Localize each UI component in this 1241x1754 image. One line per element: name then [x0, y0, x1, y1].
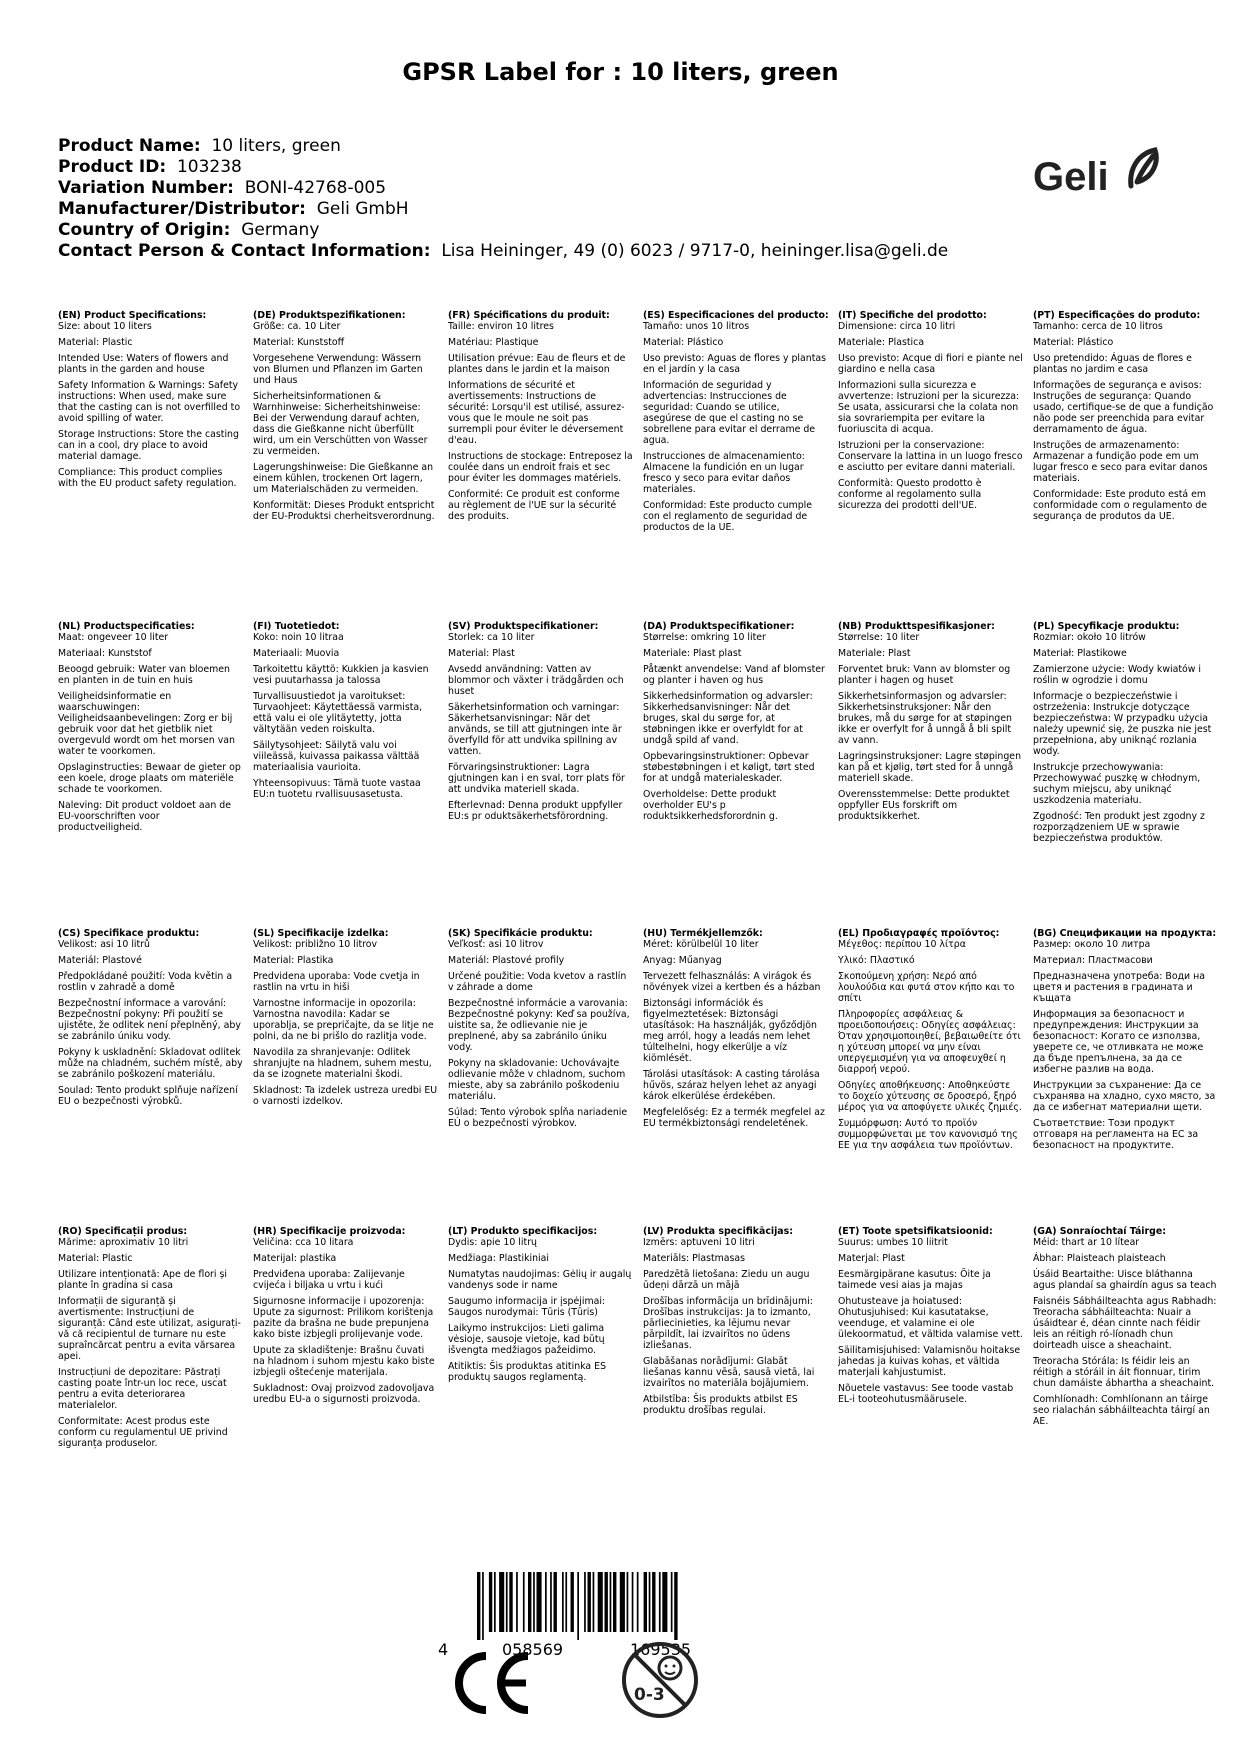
spec-line: Materiál: Plastové — [58, 955, 142, 966]
spec-header: (EN) Product Specifications: — [58, 310, 207, 321]
spec-line: Material: Kunststoff — [253, 337, 345, 348]
spec-header: (SL) Specifikacije izdelka: — [253, 928, 389, 939]
geli-logo — [1033, 142, 1163, 204]
barcode-bar — [613, 1572, 616, 1632]
spec-line: Material: Plastic — [58, 337, 133, 348]
spec-line: Atitiktis: Šis produktas atitinka ES produktų saugos reglamentą. — [448, 1361, 607, 1383]
spec-line: Dydis: apie 10 litrų — [448, 1237, 537, 1248]
barcode-digit-lead: 4 — [438, 1640, 449, 1659]
spec-line: Instrucțiuni de depozitare: Păstrați casting poate într-un loc rece, uscat pentru a evita deteriorarea materialelor. — [58, 1367, 227, 1411]
spec-line: Sikkerhetsinformasjon og advarsler: Sikkerhetsinstruksjoner: Når den brukes, må du sørge for at støpingen ikke er overfylt for å unngå å bli spilt av vann. — [838, 691, 1012, 746]
spec-line: Conformidade: Este produto está em conformidade com o regulamento de segurança de produtos da UE. — [1033, 489, 1208, 522]
spec-line: Forventet bruk: Vann av blomster og planter i hagen og huset — [838, 664, 1011, 686]
spec-line: Informazioni sulla sicurezza e avvertenze: Istruzioni per la sicurezza: Se usata, assicurarsi che la colata non sia sovrariempita per evitare la fuoriuscita di acqua. — [838, 380, 1020, 435]
age-warning-0-3-icon — [620, 1640, 700, 1720]
spec-line: Tarkoitettu käyttö: Kukkien ja kasvien vesi puutarhassa ja talossa — [253, 664, 429, 686]
spec-line: Treoracha Stórála: Is féidir leis an réitigh a stóráil in áit fionnuar, tirim chun damáiste ábhartha a sheachaint. — [1033, 1356, 1215, 1389]
info-label: Product Name: — [58, 136, 201, 156]
spec-header: (SK) Špecifikácie produktu: — [448, 928, 593, 939]
spec-line: Anyag: Műanyag — [643, 955, 722, 966]
spec-header: (DE) Produktspezifikationen: — [253, 310, 406, 321]
spec-line: Pokyny k uskladnění: Skladovat odlitek může na chladném, suchém místě, aby se zabránilo poškození materiálu. — [58, 1047, 243, 1080]
barcode-bar — [533, 1572, 535, 1632]
spec-line: Faisnéis Sábháilteachta agus Rabhadh: Treoracha sábháilteachta: Nuair a úsáidtear é, déan cinnte nach féidir leis an réitigh ró-líonadh chun doirteadh uisce a sheachaint. — [1033, 1296, 1217, 1351]
info-label: Country of Origin: — [58, 220, 231, 240]
spec-block — [448, 310, 643, 621]
spec-line: Turvallisuustiedot ja varoitukset: Turvaohjeet: Käytettäessä varmista, että valu ei ole ylitäytetty, jotta vältytään veden roiskulta. — [253, 691, 423, 735]
spec-line: Úsáid Beartaithe: Uisce bláthanna agus plandaí sa ghairdín agus sa teach — [1033, 1269, 1217, 1291]
spec-block — [58, 1226, 253, 1556]
spec-line: Предназначена употреба: Води на цветя и растения в градината и къщата — [1033, 971, 1206, 1004]
spec-line: Conformitate: Acest produs este conform cu regulamentul UE privind siguranța produselor. — [58, 1416, 228, 1449]
spec-line: Instruções de armazenamento: Armazenar a fundição pode em um lugar fresco e seco para evitar danos materiais. — [1033, 440, 1208, 484]
spec-line: Informacje o bezpieczeństwie i ostrzeżenia: Instrukcje dotyczące bezpieczeństwa: W przypadku użycia należy upewnić się, że puszka nie jest przepełniona, aby uniknąć rozlania wody. — [1033, 691, 1212, 757]
spec-header: (FR) Spécifications du produit: — [448, 310, 610, 321]
spec-line: Skladnost: Ta izdelek ustreza uredbi EU o varnosti izdelkov. — [253, 1085, 438, 1107]
spec-line: Bezpečnostné informácie a varovania: Bezpečnostné pokyny: Keď sa používa, uistite sa, že odlievanie nie je preplnené, aby sa zabránilo úniku vody. — [448, 998, 630, 1053]
spec-line: Intended Use: Waters of flowers and plants in the garden and house — [58, 353, 229, 375]
spec-block — [838, 928, 1033, 1226]
spec-line: Tamanho: cerca de 10 litros — [1033, 321, 1163, 332]
spec-line: Avsedd användning: Vatten av blommor och växter i trädgården och huset — [448, 664, 624, 697]
spec-line: Informații de siguranță și avertismente: Instrucțiuni de siguranță: Când este utilizat, asigurați-vă că recipientul de turnare nu este supraîncărcat pentru a evita vărsarea apei. — [58, 1296, 241, 1362]
spec-line: Förvaringsinstruktioner: Lagra gjutningen kan i en sval, torr plats för att undvika materiell skada. — [448, 762, 625, 795]
spec-block — [1033, 928, 1228, 1226]
spec-line: Materiaali: Muovia — [253, 648, 340, 659]
spec-line: Materiale: Plast — [838, 648, 911, 659]
spec-block — [838, 1226, 1033, 1556]
spec-header: (PL) Specyfikacje produktu: — [1033, 621, 1180, 632]
spec-line: Größe: ca. 10 Liter — [253, 321, 341, 332]
spec-header: (NB) Produkttspesifikasjoner: — [838, 621, 995, 632]
spec-line: Yhteensopivuus: Tämä tuote vastaa EU:n tuotetu rvallisuusasetusta. — [253, 778, 421, 800]
info-label: Variation Number: — [58, 178, 234, 198]
spec-line: Uso previsto: Aguas de flores y plantas en el jardín y la casa — [643, 353, 827, 375]
spec-line: Paredzētā lietošana: Ziedu un augu ūdeņi dārzā un mājā — [643, 1269, 810, 1291]
spec-line: Velikost: asi 10 litrů — [58, 939, 150, 950]
spec-line: Předpokládané použití: Voda květin a rostlin v zahradě a domě — [58, 971, 233, 993]
spec-line: Størrelse: omkring 10 liter — [643, 632, 766, 643]
page-title: GPSR Label for : 10 liters, green — [402, 58, 839, 86]
spec-header: (ET) Toote spetsifikatsioonid: — [838, 1226, 993, 1237]
barcode-bar — [516, 1572, 518, 1632]
spec-line: Upute za skladištenje: Brašnu čuvati na hladnom i suhom mjestu kako biste izbjegli oštećenje materijala. — [253, 1345, 435, 1378]
spec-block — [1033, 310, 1228, 621]
spec-line: Size: about 10 liters — [58, 321, 152, 332]
spec-line: Ohutusteave ja hoiatused: Ohutusjuhised: Kui kasutatakse, veenduge, et valamine ei ole ülekoormatud, et vältida valamise vett. — [838, 1296, 1023, 1340]
info-value: 103238 — [176, 157, 242, 177]
spec-line: Размер: около 10 литра — [1033, 939, 1151, 950]
barcode-bar — [652, 1572, 655, 1632]
spec-line: Suurus: umbes 10 liitrit — [838, 1237, 948, 1248]
spec-line: Soulad: Tento produkt splňuje nařízení EU o bezpečnosti výrobků. — [58, 1085, 238, 1107]
info-row — [58, 178, 978, 199]
spec-line: Materiale: Plastica — [838, 337, 925, 348]
spec-line: Taille: environ 10 litres — [448, 321, 554, 332]
spec-line: Istruzioni per la conservazione: Conservare la lattina in un luogo fresco e asciutto per evitare danni materiali. — [838, 440, 1023, 473]
spec-line: Bezpečnostní informace a varování: Bezpečnostní pokyny: Při použití se ujistěte, že odlitek není přeplněný, aby se zabránilo úniku vody. — [58, 998, 241, 1042]
spec-header: (ES) Especificaciones del producto: — [643, 310, 829, 321]
barcode-bar — [550, 1572, 552, 1632]
spec-line: Varnostne informacije in opozorila: Varnostna navodila: Kadar se uporablja, se prepričajte, da se litje ne polni, da ne bi prišlo do razlitja vode. — [253, 998, 434, 1042]
spec-line: Ábhar: Plaisteach plaisteach — [1033, 1253, 1166, 1264]
info-value: Germany — [241, 220, 320, 240]
info-value: Lisa Heininger, 49 (0) 6023 / 9717-0, heininger.lisa@geli.de — [441, 241, 949, 261]
spec-line: Materiale: Plast plast — [643, 648, 742, 659]
spec-line: Οδηγίες αποθήκευσης: Αποθηκεύστε το δοχείο χύτευσης σε δροσερό, ξηρό μέρος για να αποφύγετε υλικές ζημιές. — [838, 1080, 1022, 1113]
spec-line: Tárolási utasítások: A casting tárolása hűvös, száraz helyen lehet az anyagi károk elkerülése érdekében. — [643, 1069, 820, 1102]
spec-line: Atbilstība: Šis produkts atbilst ES produktu drošības regulai. — [643, 1394, 798, 1416]
spec-line: Tamaño: unos 10 litros — [643, 321, 750, 332]
spec-line: Saugumo informacija ir įspėjimai: Saugos nurodymai: Tūris (Tūris) — [448, 1296, 606, 1318]
spec-line: Utilizare intenționată: Ape de flori și plante în gradina si casa — [58, 1269, 227, 1291]
spec-header: (DA) Produktspecifikationer: — [643, 621, 795, 632]
spec-line: Dimensione: circa 10 litri — [838, 321, 956, 332]
info-value: BONI-42768-005 — [244, 178, 387, 198]
spec-line: Instrucciones de almacenamiento: Almacene la fundición en un lugar fresco y seco para evitar daños materiales. — [643, 451, 805, 495]
spec-line: Určené použitie: Voda kvetov a rastlín v záhrade a dome — [448, 971, 627, 993]
spec-line: Informations de sécurité et avertissements: Instructions de sécurité: Lorsqu'il est utilisé, assurez-vous que le moule ne soit pas surrempli pour éviter le déversement d'eau. — [448, 380, 625, 446]
spec-header: (LV) Produkta specifikācijas: — [643, 1226, 793, 1237]
spec-line: Izmērs: aptuveni 10 litri — [643, 1237, 755, 1248]
spec-block — [1033, 621, 1228, 928]
spec-block — [58, 310, 253, 621]
info-row — [58, 220, 978, 241]
spec-line: Sikkerhedsinformation og advarsler: Sikkerhedsanvisninger: Når det bruges, skal du sørge for, at støbningen ikke er overfyldt for at undgå spild af vand. — [643, 691, 813, 746]
spec-line: Materiaal: Kunststof — [58, 648, 152, 659]
spec-line: Méret: körülbelül 10 liter — [643, 939, 759, 950]
spec-line: Konformität: Dieses Produkt entspricht der EU-Produktsi cherheitsverordnung. — [253, 500, 435, 522]
spec-block — [643, 310, 838, 621]
spec-header: (HU) Termékjellemzők: — [643, 928, 763, 939]
spec-line: Safety Information & Warnings: Safety instructions: When used, make sure that the casting can is not overfilled to avoid spilling of water. — [58, 380, 241, 424]
spec-line: Beoogd gebruik: Water van bloemen en planten in de tuin en huis — [58, 664, 230, 686]
spec-line: Informações de segurança e avisos: Instruções de segurança: Quando usado, certifique-se de que a fundição não pode ser preenchida para evitar derramamento de água. — [1033, 380, 1214, 435]
info-row — [58, 199, 978, 220]
barcode-bar — [554, 1572, 557, 1632]
spec-line: Материал: Пластмасови — [1033, 955, 1153, 966]
barcode-bar — [523, 1572, 525, 1632]
barcode-digits-right: 169535 — [630, 1640, 692, 1659]
spec-line: Информация за безопасност и предупреждения: Инструкции за безопасност: Когато се използва, уверете се, че отливката не може да бъде препълнена, за да се избегне разлив на вода. — [1033, 1009, 1204, 1075]
spec-block — [643, 1226, 838, 1556]
barcode-bar — [659, 1572, 661, 1632]
svg-text:0-3: 0-3 — [634, 1685, 665, 1705]
spec-line: Material: Plast — [448, 648, 515, 659]
barcode-bar — [499, 1572, 504, 1632]
spec-line: Veľkosť: asi 10 litrov — [448, 939, 544, 950]
spec-header: (GA) Sonraíochtaí Táirge: — [1033, 1226, 1166, 1237]
barcode-bar — [627, 1572, 629, 1632]
barcode-bar — [674, 1572, 677, 1640]
spec-line: Materijal: plastika — [253, 1253, 337, 1264]
spec-line: Lagringsinstruksjoner: Lagre støpingen kan på et kjølig, tørt sted for å unngå materiell skade. — [838, 751, 1022, 784]
spec-line: Koko: noin 10 litraa — [253, 632, 344, 643]
barcode-bar — [562, 1572, 564, 1632]
spec-line: Instrukcje przechowywania: Przechowywać puszkę w chłodnym, suchym miejscu, aby uniknąć uszkodzenia materiału. — [1033, 762, 1201, 806]
spec-line: Zgodność: Ten produkt jest zgodny z rozporządzeniem UE w sprawie bezpieczeństwa produktów. — [1033, 811, 1205, 844]
spec-line: Veličina: cca 10 litara — [253, 1237, 354, 1248]
logo-wordmark: Geli — [1033, 155, 1109, 199]
spec-line: Velikost: približno 10 litrov — [253, 939, 378, 950]
spec-line: Súlad: Tento výrobok spĺňa nariadenie EÚ o bezpečnosti výrobkov. — [448, 1107, 628, 1129]
spec-line: Storage Instructions: Store the casting can in a cool, dry place to avoid material damage. — [58, 429, 239, 462]
spec-line: Πληροφορίες ασφάλειας & προειδοποιήσεις: Οδηγίες ασφάλειας: Όταν χρησιμοποιηθεί, βεβαιωθείτε ότι η χύτευση μπορεί να μην είναι υπεργεμισμένη για να αποφευχθεί η διαρροή νερού. — [838, 1009, 1021, 1075]
spec-line: Pokyny na skladovanie: Uchovávajte odlievanie môže v chladnom, suchom mieste, aby sa zabránilo poškodeniu materiálu. — [448, 1058, 626, 1102]
spec-line: Tervezett felhasználás: A virágok és növények vizei a kertben és a házban — [643, 971, 821, 993]
barcode-bar — [598, 1572, 603, 1632]
spec-line: Sicherheitsinformationen & Warnhinweise: Sicherheitshinweise: Bei der Verwendung darauf achten, dass die Gießkanne nicht überfüllt wird, um ein Verschütten von Wasser zu vermeiden. — [253, 391, 428, 457]
spec-line: Material: Plastic — [58, 1253, 133, 1264]
barcode-bar — [509, 1572, 512, 1632]
spec-header: (EL) Προδιαγραφές προϊόντος: — [838, 928, 1000, 939]
spec-block — [643, 621, 838, 928]
barcode-bar — [494, 1572, 496, 1632]
spec-line: Medžiaga: Plastikiniai — [448, 1253, 550, 1264]
spec-block — [253, 621, 448, 928]
spec-block — [448, 928, 643, 1226]
barcode-bar — [620, 1572, 625, 1632]
spec-line: Lagerungshinweise: Die Gießkanne an einem kühlen, trockenen Ort lagern, um Materialschäden zu vermeiden. — [253, 462, 434, 495]
barcode-bar — [632, 1572, 634, 1632]
spec-line: Nõuetele vastavus: See toode vastab EL-i tooteohutusmäärusele. — [838, 1383, 1014, 1405]
spec-line: Material: Plástico — [1033, 337, 1114, 348]
barcode-bar — [610, 1572, 612, 1632]
barcode-bar — [593, 1572, 595, 1632]
spec-line: Material: Plástico — [643, 337, 724, 348]
spec-line: Megfelelőség: Ez a termék megfelel az EU termékbiztonsági rendeletének. — [643, 1107, 825, 1129]
spec-block — [643, 928, 838, 1226]
spec-line: Drošības informācija un brīdinājumi: Drošības instrukcijas: Ja to izmanto, pārliecinieties, ka lējumu nevar pārpildīt, lai izvairītos no ūdens izliešanas. — [643, 1296, 813, 1351]
spec-line: Veiligheidsinformatie en waarschuwingen: Veiligheidsaanbevelingen: Zorg er bij gebruik voor dat het gietblik niet overgevuld wordt om het morsen van water te voorkomen. — [58, 691, 235, 757]
spec-line: Storlek: ca 10 liter — [448, 632, 535, 643]
spec-block — [253, 310, 448, 621]
spec-block — [253, 928, 448, 1226]
barcode-bar — [571, 1572, 574, 1632]
info-label: Product ID: — [58, 157, 167, 177]
spec-block — [448, 1226, 643, 1556]
barcode-bar — [477, 1572, 480, 1640]
spec-line: Utilisation prévue: Eau de fleurs et de plantes dans le jardin et la maison — [448, 353, 626, 375]
spec-line: Naleving: Dit product voldoet aan de EU-voorschriften voor productveiligheid. — [58, 800, 231, 833]
spec-line: Compliance: This product complies with the EU product safety regulation. — [58, 467, 237, 489]
info-label: Contact Person & Contact Information: — [58, 241, 431, 261]
barcode-digits-left: 058569 — [502, 1640, 564, 1659]
barcode-bar — [588, 1572, 591, 1632]
barcode-bar — [565, 1572, 567, 1632]
spec-header: (NL) Productspecificaties: — [58, 621, 195, 632]
spec-line: Υλικό: Πλαστικό — [838, 955, 915, 966]
spec-line: Maat: ongeveer 10 liter — [58, 632, 169, 643]
spec-block — [1033, 1226, 1228, 1556]
spec-block — [838, 621, 1033, 928]
spec-line: Materiál: Plastové profily — [448, 955, 565, 966]
spec-line: Conformità: Questo prodotto è conforme al regolamento sulla sicurezza dei prodotti dell'UE. — [838, 478, 982, 511]
spec-block — [448, 621, 643, 928]
barcode-bar — [649, 1572, 651, 1632]
spec-block — [58, 621, 253, 928]
spec-line: Zamierzone użycie: Wody kwiatów i roślin w ogrodzie i domu — [1033, 664, 1201, 686]
spec-line: Laikymo instrukcijos: Lieti galima vėsioje, sausoje vietoje, kad būtų išvengta medžiagos pažeidimo. — [448, 1323, 605, 1356]
barcode-bar — [584, 1572, 586, 1632]
spec-line: Navodila za shranjevanje: Odlitek shranjujte na hladnem, suhem mestu, da se izognete materialni škodi. — [253, 1047, 432, 1080]
spec-line: Conformité: Ce produit est conforme au règlement de l'UE sur la sécurité des produits. — [448, 489, 620, 522]
spec-line: Säilytysohjeet: Säilytä valu voi viileässä, kuivassa paikassa välttää materiaalisia vaurioita. — [253, 740, 420, 773]
barcode-bar — [489, 1572, 492, 1632]
spec-line: Efterlevnad: Denna produkt uppfyller EU:s pr oduktsäkerhetsförordning. — [448, 800, 623, 822]
barcode-bar — [662, 1572, 667, 1632]
spec-line: Materjal: Plast — [838, 1253, 905, 1264]
spec-line: Numatytas naudojimas: Gėlių ir augalų vandenys sode ir name — [448, 1269, 632, 1291]
barcode-bar — [545, 1572, 547, 1632]
spec-line: Overholdelse: Dette produkt overholder EU's p roduktsikkerhedsforordnin g. — [643, 789, 778, 822]
spec-header: (CS) Specifikace produktu: — [58, 928, 200, 939]
spec-block — [838, 310, 1033, 621]
info-row — [58, 136, 978, 157]
spec-block — [58, 928, 253, 1226]
spec-header: (HR) Specifikacije proizvoda: — [253, 1226, 406, 1237]
spec-line: Съответствие: Този продукт отговаря на регламента на ЕС за безопасност на продуктите. — [1033, 1118, 1199, 1151]
product-info — [58, 136, 978, 262]
spec-header: (SV) Produktspecifikationer: — [448, 621, 599, 632]
spec-line: Predviđena uporaba: Zalijevanje cvijeća i biljaka u vrtu i kući — [253, 1269, 405, 1291]
barcode-bar — [506, 1572, 508, 1632]
barcode-bar — [605, 1572, 608, 1632]
spec-line: Materiāls: Plastmasas — [643, 1253, 746, 1264]
spec-line: Vorgesehene Verwendung: Wässern von Blumen und Pflanzen im Garten und Haus — [253, 353, 423, 386]
spec-line: Información de seguridad y advertencias: Instrucciones de seguridad: Cuando se utilice, asegúrese de que el casting no se sobrellene para evitar el derrame de agua. — [643, 380, 816, 446]
spec-line: Uso pretendido: Águas de flores e plantas no jardim e casa — [1033, 353, 1192, 375]
specifications-grid — [58, 310, 1234, 1556]
barcode-bar — [537, 1572, 542, 1632]
spec-header: (BG) Спецификации на продукта: — [1033, 928, 1217, 939]
spec-line: Συμμόρφωση: Αυτό το προϊόν συμμορφώνεται με τον κανονισμό της ΕΕ για την ασφάλεια των προϊόντων. — [838, 1118, 1018, 1151]
spec-line: Material: Plastika — [253, 955, 334, 966]
barcode-bar — [528, 1572, 531, 1632]
barcode-bars — [475, 1572, 737, 1640]
info-row — [58, 157, 978, 178]
spec-line: Størrelse: 10 liter — [838, 632, 920, 643]
spec-line: Sigurnosne informacije i upozorenja: Upute za sigurnost: Prilikom korištenja pazite da brašna ne bude prepunjena kako biste izbjegli prolijevanje vode. — [253, 1296, 434, 1340]
info-value: 10 liters, green — [211, 136, 341, 156]
barcode-bar — [644, 1572, 647, 1632]
spec-line: Opslaginstructies: Bewaar de gieter op een koele, droge plaats om materiële schade te voorkomen. — [58, 762, 241, 795]
barcode-bar — [637, 1572, 639, 1632]
spec-line: Comhlíonadh: Comhlíonann an táirge seo rialachán sábháilteachta táirgí an AE. — [1033, 1394, 1210, 1427]
spec-line: Méid: thart ar 10 lítear — [1033, 1237, 1140, 1248]
spec-line: Påtænkt anvendelse: Vand af blomster og planter i haven og hus — [643, 664, 825, 686]
spec-line: Säkerhetsinformation och varningar: Säkerhetsanvisningar: När det används, se till att gjutningen inte är överfylld för att undvika spillning av vatten. — [448, 702, 622, 757]
barcode-bar — [482, 1572, 484, 1640]
spec-line: Predvidena uporaba: Vode cvetja in rastlin na vrtu in hiši — [253, 971, 420, 993]
spec-header: (RO) Specificații produs: — [58, 1226, 188, 1237]
spec-line: Säilitamisjuhised: Valamisnõu hoitakse jahedas ja kuivas kohas, et vältida materjali kahjustumist. — [838, 1345, 1021, 1378]
spec-line: Glabāšanas norādījumi: Glabāt liešanas kannu vēsā, sausā vietā, lai izvairītos no materiāla bojājumiem. — [643, 1356, 815, 1389]
spec-line: Conformidad: Este producto cumple con el reglamento de seguridad de productos de la UE. — [643, 500, 813, 533]
spec-line: Uso previsto: Acque di fiori e piante nel giardino e nella casa — [838, 353, 1023, 375]
spec-header: (IT) Specifiche del prodotto: — [838, 310, 987, 321]
spec-line: Opbevaringsinstruktioner: Opbevar støbestøbningen i et køligt, tørt sted for at undgå materialeskader. — [643, 751, 815, 784]
spec-line: Rozmiar: około 10 litrów — [1033, 632, 1146, 643]
spec-line: Eesmärgipärane kasutus: Õite ja taimede vesi aias ja majas — [838, 1269, 991, 1291]
barcode-bar — [671, 1572, 673, 1632]
spec-line: Mărime: aproximativ 10 litri — [58, 1237, 189, 1248]
spec-header: (PT) Especificações do produto: — [1033, 310, 1201, 321]
spec-line: Matériau: Plastique — [448, 337, 539, 348]
spec-line: Instructions de stockage: Entreposez la coulée dans un endroit frais et sec pour éviter les dommages matériels. — [448, 451, 633, 484]
spec-block — [253, 1226, 448, 1556]
spec-line: Materiał: Plastikowe — [1033, 648, 1127, 659]
spec-line: Overensstemmelse: Dette produktet oppfyller EUs forskrift om produktsikkerhet. — [838, 789, 1010, 822]
info-row — [58, 241, 978, 262]
spec-header: (LT) Produkto specifikacijos: — [448, 1226, 598, 1237]
ce-mark-icon — [448, 1650, 534, 1716]
spec-line: Инструкции за съхранение: Да се съхранява на хладно, сухо място, за да се избегнат материални щети. — [1033, 1080, 1216, 1113]
info-label: Manufacturer/Distributor: — [58, 199, 306, 219]
spec-line: Sukladnost: Ovaj proizvod zadovoljava uredbu EU-a o sigurnosti proizvoda. — [253, 1383, 435, 1405]
spec-line: Σκοπούμενη χρήση: Νερό από λουλούδια και φυτά στον κήπο και το σπίτι — [838, 971, 1015, 1004]
barcode-bar — [577, 1572, 579, 1640]
info-value: Geli GmbH — [316, 199, 409, 219]
spec-line: Biztonsági információk és figyelmeztetések: Biztonsági utasítások: Ha használják, győződjön meg arról, hogy a leadás nem lehet túltelhelni, hogy elkerülje a víz kiömlését. — [643, 998, 817, 1064]
spec-header: (FI) Tuotetiedot: — [253, 621, 340, 632]
spec-line: Μέγεθος: περίπου 10 λίτρα — [838, 939, 966, 950]
